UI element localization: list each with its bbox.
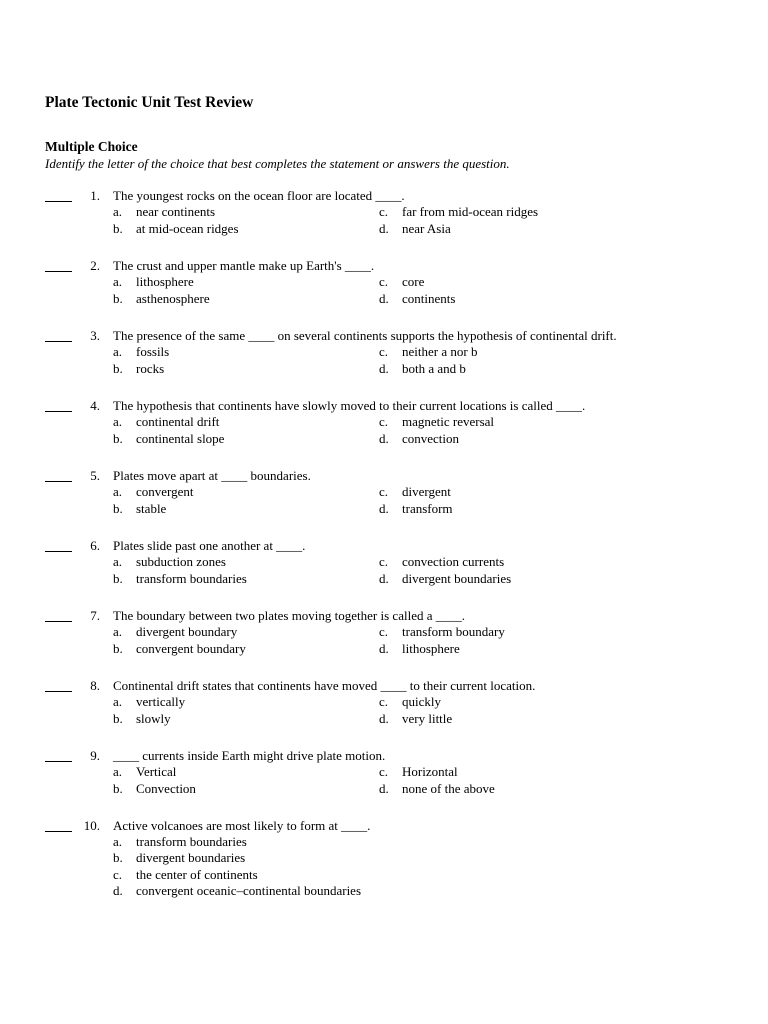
question-stem: Plates slide past one another at ____.: [113, 538, 306, 553]
choice-text: continents: [402, 290, 456, 306]
choice-text: transform: [402, 500, 453, 516]
question-stem: The presence of the same ____ on several continents supports the hypothesis of continental drift.: [113, 328, 617, 343]
choice-letter: b.: [113, 780, 123, 796]
choice-letter: b.: [113, 710, 123, 726]
choice-letter: c.: [379, 764, 389, 779]
choice-letter: c.: [379, 414, 389, 429]
choice-letter: c.: [379, 274, 389, 289]
choice-letter: d.: [379, 640, 389, 656]
choice-letter: c.: [379, 484, 389, 499]
question-number: 4.: [90, 398, 100, 413]
choice-text: neither a nor b: [402, 344, 478, 359]
choice-letter: b.: [113, 220, 123, 236]
answer-blank[interactable]: [45, 761, 72, 762]
question-number: 6.: [90, 538, 100, 553]
answer-blank[interactable]: [45, 411, 72, 412]
choice-letter: d.: [379, 430, 389, 446]
choice-letter: b.: [113, 290, 123, 306]
choice-text: at mid-ocean ridges: [136, 220, 239, 236]
question-stem: The youngest rocks on the ocean floor are located ____.: [113, 188, 405, 203]
answer-blank[interactable]: [45, 341, 72, 342]
choice-letter: a.: [113, 204, 123, 219]
choice-text: Horizontal: [402, 764, 458, 779]
answer-blank[interactable]: [45, 621, 72, 622]
choice-letter: b.: [113, 570, 123, 586]
choice-text: near continents: [136, 204, 216, 219]
answer-blank[interactable]: [45, 201, 72, 202]
choice-text: lithosphere: [402, 640, 460, 656]
choice-letter: a.: [113, 344, 123, 359]
question-number: 2.: [90, 258, 100, 273]
choice-text: convection currents: [402, 554, 505, 569]
answer-blank[interactable]: [45, 691, 72, 692]
choice-text: lithosphere: [136, 274, 194, 289]
question-stem: The hypothesis that continents have slowly moved to their current locations is called ____.: [113, 398, 586, 413]
choice-text: Vertical: [136, 764, 177, 779]
choice-letter: c.: [379, 554, 389, 569]
choice-text: divergent boundaries: [402, 570, 512, 586]
question-number: 10.: [83, 818, 100, 833]
choice-text: quickly: [402, 694, 441, 709]
choice-letter: a.: [113, 484, 123, 499]
document-title: Plate Tectonic Unit Test Review: [45, 94, 254, 111]
question-stem: ____ currents inside Earth might drive plate motion.: [113, 748, 386, 763]
answer-blank[interactable]: [45, 481, 72, 482]
instructions: Identify the letter of the choice that best completes the statement or answers the question.: [45, 156, 510, 171]
choice-letter: a.: [113, 554, 123, 569]
choice-letter: d.: [379, 780, 389, 796]
choice-text: slowly: [136, 710, 171, 726]
choice-text: Convection: [136, 780, 196, 796]
question-stem: Active volcanoes are most likely to form at ____.: [113, 818, 371, 833]
question-stem: The boundary between two plates moving together is called a ____.: [113, 608, 465, 623]
choice-text: convergent boundary: [136, 640, 246, 656]
choice-letter: a.: [113, 764, 123, 779]
question-number: 3.: [90, 328, 100, 343]
section-title: Multiple Choice: [45, 139, 138, 154]
choice-text: subduction zones: [136, 554, 226, 569]
choice-text: rocks: [136, 360, 165, 376]
choice-letter: a.: [113, 274, 123, 289]
choice-letter: b.: [113, 430, 123, 446]
choice-text: far from mid-ocean ridges: [402, 204, 539, 219]
choice-letter: b.: [113, 640, 123, 656]
choice-text: both a and b: [402, 360, 466, 376]
choice-letter: d.: [379, 360, 389, 376]
choice-letter: c.: [379, 694, 389, 709]
choice-letter: d.: [379, 500, 389, 516]
choice-text: fossils: [136, 344, 170, 359]
choice-text: continental slope: [136, 430, 225, 446]
answer-blank[interactable]: [45, 551, 72, 552]
choice-text: divergent boundary: [136, 624, 238, 639]
choice-letter: b.: [113, 500, 123, 516]
choice-letter: c.: [379, 204, 389, 219]
choice-text: core: [402, 274, 425, 289]
question-stem: Plates move apart at ____ boundaries.: [113, 468, 311, 483]
choice-letter: c.: [379, 624, 389, 639]
choice-text: convergent oceanic–continental boundaries: [136, 882, 362, 898]
choice-text: near Asia: [402, 220, 451, 236]
choice-letter: b.: [113, 360, 123, 376]
choice-text: the center of continents: [136, 866, 258, 882]
question-number: 1.: [90, 188, 100, 203]
choice-text: very little: [402, 710, 453, 726]
choice-text: divergent: [402, 484, 451, 499]
answer-blank[interactable]: [45, 271, 72, 272]
choice-letter: d.: [379, 710, 389, 726]
choice-letter: a.: [113, 834, 123, 849]
choice-letter: a.: [113, 694, 123, 709]
choice-letter: b.: [113, 850, 123, 866]
choice-text: convergent: [136, 484, 194, 499]
choice-text: none of the above: [402, 780, 495, 796]
choice-text: continental drift: [136, 414, 220, 429]
choice-text: magnetic reversal: [402, 414, 495, 429]
choice-letter: d.: [113, 882, 123, 898]
question-number: 9.: [90, 748, 100, 763]
choice-text: vertically: [136, 694, 186, 709]
choice-letter: a.: [113, 624, 123, 639]
choice-text: asthenosphere: [136, 290, 210, 306]
choice-text: divergent boundaries: [136, 850, 246, 866]
choice-letter: d.: [379, 570, 389, 586]
choice-text: transform boundaries: [136, 570, 247, 586]
choice-letter: a.: [113, 414, 123, 429]
choice-letter: c.: [379, 344, 389, 359]
question-stem: The crust and upper mantle make up Earth's ____.: [113, 258, 375, 273]
choice-text: transform boundaries: [136, 834, 247, 849]
question-stem: Continental drift states that continents have moved ____ to their current location.: [113, 678, 536, 693]
question-number: 7.: [90, 608, 100, 623]
choice-letter: d.: [379, 220, 389, 236]
choice-text: transform boundary: [402, 624, 505, 639]
choice-letter: c.: [113, 866, 123, 882]
choice-letter: d.: [379, 290, 389, 306]
choice-text: convection: [402, 430, 460, 446]
answer-blank[interactable]: [45, 831, 72, 832]
choice-text: stable: [136, 500, 167, 516]
question-number: 5.: [90, 468, 100, 483]
question-number: 8.: [90, 678, 100, 693]
